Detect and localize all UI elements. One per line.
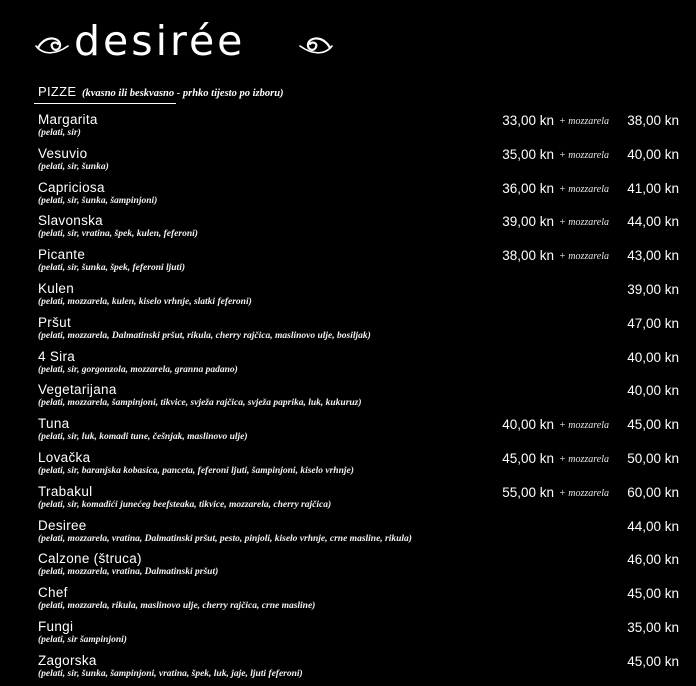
item-name: 4 Sira — [38, 348, 76, 364]
item-price: 35,00 kn — [627, 619, 679, 635]
item-mozzarela-addon: + mozzarela — [559, 149, 609, 161]
item-name: Margarita — [38, 112, 98, 127]
section-divider — [34, 103, 176, 104]
item-ingredients: (pelati, sir, šunka, šampinjoni) — [38, 195, 158, 206]
brand-name: desirée — [74, 17, 246, 65]
item-ingredients: (pelati, sir, šunka) — [38, 161, 109, 172]
menu-item — [0, 415, 696, 449]
item-price: 40,00 kn — [627, 349, 679, 365]
item-name: Zagorska — [38, 652, 97, 668]
item-mozzarela-addon: + mozzarela — [559, 453, 609, 465]
item-ingredients: (pelati, sir) — [38, 128, 81, 138]
item-name: Tuna — [38, 416, 70, 432]
section-heading — [38, 84, 284, 102]
item-price: 40,00 kn — [627, 383, 679, 399]
item-base-price: 38,00 kn — [502, 248, 554, 264]
menu-item — [0, 652, 696, 686]
item-name: Slavonska — [38, 213, 103, 229]
item-base-price: 40,00 kn — [502, 417, 554, 433]
menu-item — [0, 550, 696, 584]
item-mozzarela-addon: + mozzarela — [559, 487, 609, 499]
menu-item — [0, 212, 696, 246]
menu-item — [0, 314, 696, 348]
item-ingredients: (pelati, sir, gorgonzola, mozzarela, granna padano) — [38, 364, 238, 375]
item-mozzarela-addon: + mozzarela — [559, 217, 609, 229]
item-ingredients: (pelati, mozzarela, vratina, Dalmatinski pršut) — [38, 567, 219, 578]
item-name: Trabakul — [38, 483, 93, 499]
item-ingredients: (pelati, sir, komadići junećeg beefsteaka, tikvice, mozzarela, cherry rajčica) — [38, 499, 332, 510]
item-mozzarela-addon: + mozzarela — [559, 183, 609, 195]
menu-item — [0, 111, 696, 145]
item-mozzarela-addon: + mozzarela — [559, 251, 609, 263]
item-name: Calzone (štruca) — [38, 551, 142, 567]
item-name: Desiree — [38, 517, 87, 533]
item-ingredients: (pelati, sir, vratina, špek, kulen, feferoni) — [38, 229, 198, 240]
item-ingredients: (pelati, mozzarela, Dalmatinski pršut, rikula, cherry rajčica, maslinovo ulje, bosiljak) — [38, 330, 371, 341]
menu-list — [0, 111, 696, 686]
menu-item — [0, 483, 696, 517]
item-price: 50,00 kn — [627, 450, 679, 466]
item-ingredients: (pelati, mozzarela, vratina, Dalmatinski pršut, pesto, pinjoli, kiselo vrhnje, crne masline, rikula) — [38, 533, 412, 544]
item-name: Pršut — [38, 314, 72, 330]
item-name: Picante — [38, 247, 86, 263]
item-mozzarela-addon: + mozzarela — [559, 116, 609, 127]
menu-item — [0, 449, 696, 483]
item-base-price: 36,00 kn — [502, 180, 554, 196]
item-base-price: 39,00 kn — [502, 214, 554, 230]
item-price: 45,00 kn — [627, 653, 679, 669]
section-subtitle: (kvasno ili beskvasno - prhko tijesto po izboru) — [81, 88, 284, 99]
item-base-price: 33,00 kn — [502, 113, 554, 128]
item-name: Kulen — [38, 280, 75, 296]
menu-item — [0, 618, 696, 652]
item-base-price: 55,00 kn — [502, 484, 554, 500]
item-name: Fungi — [38, 618, 74, 634]
menu-item — [0, 280, 696, 314]
menu-item — [0, 584, 696, 618]
item-price: 44,00 kn — [627, 214, 679, 230]
item-price: 39,00 kn — [627, 281, 679, 297]
item-price: 47,00 kn — [627, 315, 679, 331]
item-price: 46,00 kn — [627, 552, 679, 568]
item-ingredients: (pelati, sir, baranjska kobasica, panceta, feferoni ljuti, šampinjoni, kiselo vrhnje) — [38, 465, 354, 476]
item-name: Vegetarijana — [38, 382, 117, 398]
item-ingredients: (pelati, sir, šunka, šampinjoni, vratina, špek, luk, jaje, ljuti feferoni) — [38, 668, 303, 679]
menu-item — [0, 179, 696, 213]
item-mozzarela-addon: + mozzarela — [559, 420, 609, 432]
menu-item — [0, 381, 696, 415]
item-price: 60,00 kn — [627, 484, 679, 500]
item-price: 44,00 kn — [627, 518, 679, 534]
item-ingredients: (pelati, mozzarela, šampinjoni, tikvice, svježa rajčica, svježa paprika, luk, kukuruz) — [38, 398, 362, 409]
item-ingredients: (pelati, sir šampinjoni) — [38, 634, 127, 645]
brand-logo — [34, 17, 334, 68]
item-ingredients: (pelati, sir, šunka, špek, feferoni ljuti) — [38, 263, 185, 274]
item-price: 38,00 kn — [627, 113, 679, 128]
menu-item — [0, 145, 696, 179]
item-name: Lovačka — [38, 449, 91, 465]
menu-item — [0, 246, 696, 280]
item-price: 43,00 kn — [627, 248, 679, 264]
item-base-price: 45,00 kn — [502, 450, 554, 466]
item-name: Vesuvio — [38, 145, 88, 161]
item-name: Capriciosa — [38, 179, 105, 195]
item-ingredients: (pelati, sir, luk, komadi tune, češnjak, maslinovo ulje) — [38, 432, 248, 443]
section-title: PIZZE — [38, 84, 77, 99]
item-name: Chef — [38, 585, 68, 601]
item-price: 40,00 kn — [627, 146, 679, 162]
item-ingredients: (pelati, mozzarela, kulen, kiselo vrhnje, slatki feferoni) — [38, 296, 252, 307]
menu-item — [0, 517, 696, 551]
item-price: 45,00 kn — [627, 586, 679, 602]
item-ingredients: (pelati, mozzarela, rikula, maslinovo ulje, cherry rajčica, crne masline) — [38, 601, 316, 612]
item-base-price: 35,00 kn — [502, 146, 554, 162]
item-price: 41,00 kn — [627, 180, 679, 196]
menu-item — [0, 348, 696, 382]
item-price: 45,00 kn — [627, 417, 679, 433]
